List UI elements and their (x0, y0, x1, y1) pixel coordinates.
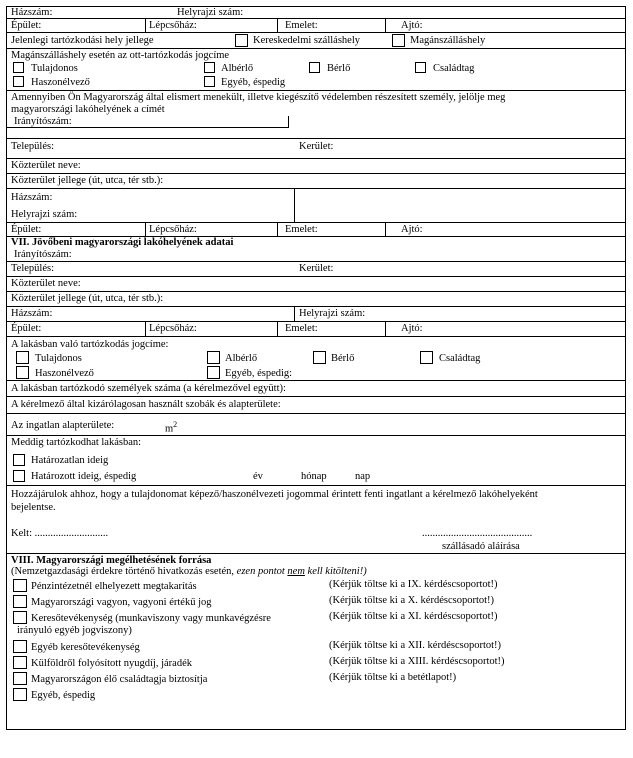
tulajdonos1-checkbox[interactable] (13, 62, 24, 73)
szobak-row (6, 397, 626, 414)
menekult-telepules: Település: (11, 141, 54, 152)
s8-item1-hint: (Kérjük töltse ki a IX. kérdéscsoportot!) (329, 579, 498, 590)
alberlo1-label: Albérlő (221, 63, 254, 74)
alapterulet-label: Az ingatlan alapterülete: (11, 420, 115, 431)
kereskedelmi-label: Kereskedelmi szálláshely (253, 35, 360, 46)
szemelyek-label: A lakásban tartózkodó személyek száma (a kérelmezővel együtt): (11, 383, 286, 394)
s7-jellege-row (6, 292, 626, 307)
berlo1-label: Bérlő (327, 63, 351, 74)
s7-emelet: Emelet: (285, 323, 318, 334)
egyeb2-checkbox[interactable] (207, 366, 220, 379)
s8-item5-label: Külföldről folyósított nyugdíj, járadék (31, 658, 192, 669)
csaladtag2-label: Családtag (439, 353, 481, 364)
menekult-hazszam: Házszám: (11, 192, 53, 203)
s7-iranyito: Irányítószám: (14, 249, 72, 260)
egyeb2-label: Egyéb, éspedig: (225, 368, 293, 379)
s7-epulet: Épület: (11, 323, 42, 334)
menekult-jellege-row (6, 174, 626, 189)
menekult-emelet: Emelet: (285, 224, 318, 235)
menekult-block (6, 91, 626, 139)
s8-item6-hint: (Kérjük töltse ki a betétlapot!) (329, 672, 457, 683)
jelleg-label: Jelenlegi tartózkodási hely jellege (11, 35, 154, 46)
kereskedelmi-checkbox[interactable] (235, 34, 248, 47)
s8-item5-hint: (Kérjük töltse ki a XIII. kérdéscsoportot!) (329, 656, 505, 667)
m2-unit: $m^2$ (165, 420, 178, 435)
hozzajarulas-block (6, 486, 626, 554)
jogcim1-title: Magánszálláshely esetén az ott-tartózkodás jogcíme (11, 50, 230, 61)
s8-item6-checkbox[interactable] (13, 672, 27, 685)
menekult-hazszam-row (6, 189, 626, 223)
signature-label: szállásadó aláírása (442, 541, 520, 552)
tulajdonos2-checkbox[interactable] (16, 351, 29, 364)
s8-item5-checkbox[interactable] (13, 656, 27, 669)
s7-telepules: Település: (11, 263, 54, 274)
meddig-block (6, 436, 626, 486)
tulajdonos1-label: Tulajdonos (31, 63, 78, 74)
menekult-kozterulet-row (6, 159, 626, 174)
application-form (6, 6, 626, 730)
section7-header (6, 237, 626, 262)
s8-item4-label: Egyéb keresőtevékenység (31, 642, 140, 653)
s7-telepules-row (6, 262, 626, 277)
s7-kerulet: Kerület: (299, 263, 334, 274)
menekult-epulet: Épület: (11, 224, 42, 235)
szobak-label: A kérelmező által kizárólagosan használt szobák és alapterülete: (11, 399, 281, 410)
jogcim2-block (6, 337, 626, 381)
menekult-kozterulet-neve: Közterület neve: (11, 160, 81, 171)
menekult-epulet-row (6, 223, 626, 237)
s8-item3-label2: irányuló egyéb jogviszony) (17, 625, 132, 636)
csaladtag1-label: Családtag (433, 63, 475, 74)
haszonelvezo1-checkbox[interactable] (13, 76, 24, 87)
alberlo1-checkbox[interactable] (204, 62, 215, 73)
helyrajzi-label: Helyrajzi szám: (177, 7, 244, 18)
haszonelvezo2-checkbox[interactable] (16, 366, 29, 379)
address1-row1 (6, 6, 626, 19)
s8-item1-label: Pénzintézetnél elhelyezett megtakarítás (31, 581, 197, 592)
jelleg-row (6, 33, 626, 49)
honap-label: hónap (301, 471, 327, 482)
section8-block (6, 554, 626, 730)
section8-title: VIII. Magyarországi megélhetésének forrása (11, 555, 212, 566)
maganszallas-label: Magánszálláshely (410, 35, 486, 46)
menekult-iranyito: Irányítószám: (14, 116, 72, 127)
kelt-field[interactable]: Kelt: ............................ (11, 528, 109, 539)
s8-item3-hint: (Kérjük töltse ki a XI. kérdéscsoportot!) (329, 611, 498, 622)
maganszallas-checkbox[interactable] (392, 34, 405, 47)
egyeb1-label: Egyéb, éspedig (221, 77, 286, 88)
jogcim2-title: A lakásban való tartózkodás jogcíme: (11, 339, 169, 350)
s8-item4-checkbox[interactable] (13, 640, 27, 653)
s7-kozterulet-row (6, 277, 626, 292)
signature-line[interactable]: .......................................... (422, 528, 533, 539)
menekult-helyrajzi: Helyrajzi szám: (11, 209, 78, 220)
haszonelvezo2-label: Haszonélvező (35, 368, 94, 379)
s8-item6-label: Magyarországon élő családtagja biztosítja (31, 674, 208, 685)
address1-row2 (6, 19, 626, 33)
egyeb1-checkbox[interactable] (204, 76, 215, 87)
s8-item3-label: Keresőtevékenység (munkaviszony vagy munkavégzésre (31, 613, 271, 624)
menekult-kerulet: Kerület: (299, 141, 334, 152)
s8-item7-checkbox[interactable] (13, 688, 27, 701)
s8-item7-label: Egyéb, éspedig (31, 690, 96, 701)
s7-kozterulet-neve: Közterület neve: (11, 278, 81, 289)
s7-epulet-row (6, 322, 626, 337)
s7-helyrajzi: Helyrajzi szám: (299, 308, 366, 319)
csaladtag2-checkbox[interactable] (420, 351, 433, 364)
menekult-kozterulet-jellege: Közterület jellege (út, utca, tér stb.): (11, 175, 164, 186)
s8-item1-checkbox[interactable] (13, 579, 27, 592)
s7-lepcsohaz: Lépcsőház: (149, 323, 197, 334)
jogcim1-block (6, 49, 626, 91)
section8-note: (Nemzetgazdasági érdekre történő hivatkozás esetén, ezen pontot nem kell kitölteni!) (11, 566, 367, 577)
s7-kozterulet-jellege: Közterület jellege (út, utca, tér stb.): (11, 293, 164, 304)
alberlo2-checkbox[interactable] (207, 351, 220, 364)
hatarozott-checkbox[interactable] (13, 470, 25, 482)
berlo1-checkbox[interactable] (309, 62, 320, 73)
alberlo2-label: Albérlő (225, 353, 258, 364)
menekult-line2: magyarországi lakóhelyének a címét (11, 104, 165, 115)
haszonelvezo1-label: Haszonélvező (31, 77, 90, 88)
hatarozott-label: Határozott ideig, éspedig (31, 471, 137, 482)
szemelyek-row (6, 381, 626, 397)
emelet-label: Emelet: (285, 20, 318, 31)
hozzajarulas-line1: Hozzájárulok ahhoz, hogy a tulajdonomat képező/haszonélvezeti jogommal érintett fenti ingatlant a kérelmező lakóhelyeként (11, 489, 538, 500)
menekult-lepcsohaz: Lépcsőház: (149, 224, 197, 235)
s8-item2-checkbox[interactable] (13, 595, 27, 608)
section7-title: VII. Jövőbeni magyarországi lakóhelyének adatai (11, 237, 234, 248)
berlo2-checkbox[interactable] (313, 351, 326, 364)
hatarozatlan-checkbox[interactable] (13, 454, 25, 466)
csaladtag1-checkbox[interactable] (415, 62, 426, 73)
menekult-telepules-row (6, 139, 626, 159)
s7-hazszam: Házszám: (11, 308, 53, 319)
ev-label: év (253, 471, 263, 482)
s8-item2-hint: (Kérjük töltse ki a X. kérdéscsoportot!) (329, 595, 495, 606)
s8-item4-hint: (Kérjük töltse ki a XII. kérdéscsoportot!) (329, 640, 502, 651)
hazszam-label: Házszám: (11, 7, 53, 18)
nap-label: nap (355, 471, 371, 482)
tulajdonos2-label: Tulajdonos (35, 353, 82, 364)
meddig-title: Meddig tartózkodhat lakásban: (11, 437, 142, 448)
alapterulet-row (6, 414, 626, 436)
menekult-line1: Amennyiben Ön Magyarország által elismert menekült, illetve kiegészítő védelemben részesített személy, jelölje meg (11, 92, 506, 103)
berlo2-label: Bérlő (331, 353, 355, 364)
hozzajarulas-line2: bejelentse. (11, 502, 56, 513)
hatarozatlan-label: Határozatlan ideig (31, 455, 109, 466)
s7-ajto: Ajtó: (401, 323, 423, 334)
s8-item2-label: Magyarországi vagyon, vagyoni értékű jog (31, 597, 212, 608)
ajto-label: Ajtó: (401, 20, 423, 31)
epulet-label: Épület: (11, 20, 42, 31)
s8-item3-checkbox[interactable] (13, 611, 27, 624)
lepcsohaz-label: Lépcsőház: (149, 20, 197, 31)
menekult-ajto: Ajtó: (401, 224, 423, 235)
s7-hazszam-row (6, 307, 626, 322)
